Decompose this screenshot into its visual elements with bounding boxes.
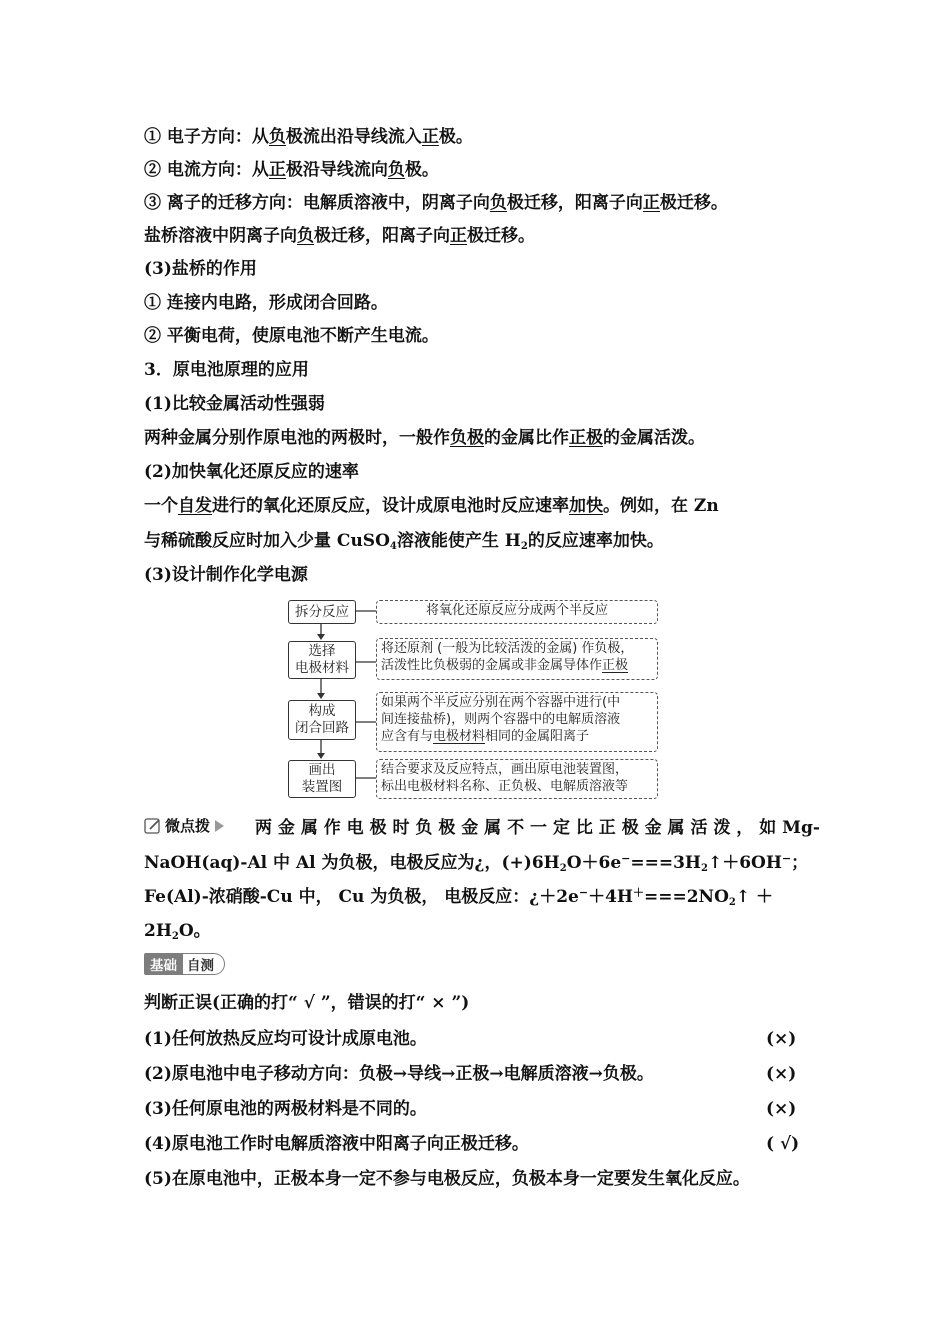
flow-desc-draw: 结合要求及反应特点，画出原电池装置图， 标出电极材料名称、正负极、电解质溶液等 bbox=[376, 759, 658, 799]
flow-step-circuit: 构成 闭合回路 bbox=[288, 700, 356, 740]
selftest-tag: 基础 自测 bbox=[144, 953, 225, 975]
line-compare-activity: 两种金属分别作原电池的两极时，一般作负极的金属比作正极的金属活泼。 bbox=[144, 428, 705, 448]
flow-step-split: 拆分反应 bbox=[288, 600, 356, 624]
triangle-right-icon bbox=[213, 819, 225, 833]
judge-mark-4: ( √) bbox=[766, 1134, 800, 1154]
tip-label: 微点拨 bbox=[165, 817, 211, 835]
heading-applications: 3．原电池原理的应用 bbox=[144, 360, 309, 380]
judge-mark-2: (×) bbox=[766, 1064, 797, 1084]
tip-line-3: Fe(Al)-浓硝酸-Cu 中， Cu 为负极， 电极反应：¿$+2e^-+4H^+===2NO_2↑$ ＋ bbox=[144, 886, 774, 908]
line-ion-migration: ③ 离子的迁移方向：电解质溶液中，阴离子向负极迁移，阳离子向正极迁移。 bbox=[144, 193, 728, 213]
heading-compare-activity: (1)比较金属活动性强弱 bbox=[144, 394, 325, 414]
heading-salt-bridge-role: (3)盐桥的作用 bbox=[144, 259, 257, 279]
pencil-icon bbox=[144, 817, 162, 835]
line-connect-circuit: ① 连接内电路，形成闭合回路。 bbox=[144, 293, 388, 313]
judge-mark-3: (×) bbox=[766, 1099, 797, 1119]
tip-tag bbox=[144, 815, 225, 836]
judge-item-2: (2)原电池中电子移动方向：负极→导线→正极→电解质溶液→负极。 bbox=[144, 1064, 654, 1084]
judge-title: 判断正误(正确的打“ √ ”，错误的打“ × ”) bbox=[144, 993, 470, 1013]
judge-item-1: (1)任何放热反应均可设计成原电池。 bbox=[144, 1029, 427, 1049]
flow-desc-electrode: 将还原剂 (一般为比较活泼的金属) 作负极， 活泼性比负极弱的金属或非金属导体作正极 bbox=[376, 638, 658, 680]
tip-line-2: NaOH(aq)-Al 中 Al 为负极，电极反应为¿，$(+)6H_2O+6e^-===3H_2↑+6OH^-$； bbox=[144, 852, 809, 874]
heading-accelerate-rate: (2)加快氧化还原反应的速率 bbox=[144, 462, 359, 482]
line-current-direction: ② 电流方向：从正极沿导线流向负极。 bbox=[144, 160, 439, 180]
line-salt-bridge-ions: 盐桥溶液中阴离子向负极迁移，阳离子向正极迁移。 bbox=[144, 226, 535, 246]
line-example-zn: 与稀硫酸反应时加入少量 CuSO$_4$溶液能使产生 $H_2$的反应速率加快。 bbox=[144, 531, 664, 552]
line-balance-charge: ② 平衡电荷，使原电池不断产生电流。 bbox=[144, 326, 439, 346]
tip-line-1: 两 金 属 作 电 极 时 负 极 金 属 不 一 定 比 正 极 金 属 活 泼 ， 如 Mg- bbox=[255, 818, 820, 838]
flow-step-draw: 画出 装置图 bbox=[288, 760, 356, 798]
flow-step-electrode: 选择 电极材料 bbox=[288, 641, 356, 679]
line-accelerate-rate: 一个自发进行的氧化还原反应，设计成原电池时反应速率加快。例如，在 Zn bbox=[144, 496, 719, 516]
heading-design-power: (3)设计制作化学电源 bbox=[144, 565, 308, 585]
judge-mark-1: (×) bbox=[766, 1029, 797, 1049]
flow-desc-circuit: 如果两个半反应分别在两个容器中进行(中 间连接盐桥)，则两个容器中的电解质溶液 应含有与电极材料相同的金属阳离子 bbox=[376, 692, 658, 752]
judge-item-3: (3)任何原电池的两极材料是不同的。 bbox=[144, 1099, 427, 1119]
line-electron-direction: ① 电子方向：从负极流出沿导线流入正极。 bbox=[144, 127, 473, 147]
judge-item-5: (5)在原电池中，正极本身一定不参与电极反应，负极本身一定要发生氧化反应。 bbox=[144, 1169, 750, 1189]
tip-line-4: $2H_2O$。 bbox=[144, 921, 211, 942]
judge-item-4: (4)原电池工作时电解质溶液中阳离子向正极迁移。 bbox=[144, 1134, 529, 1154]
flow-desc-split: 将氧化还原反应分成两个半反应 bbox=[376, 600, 658, 624]
